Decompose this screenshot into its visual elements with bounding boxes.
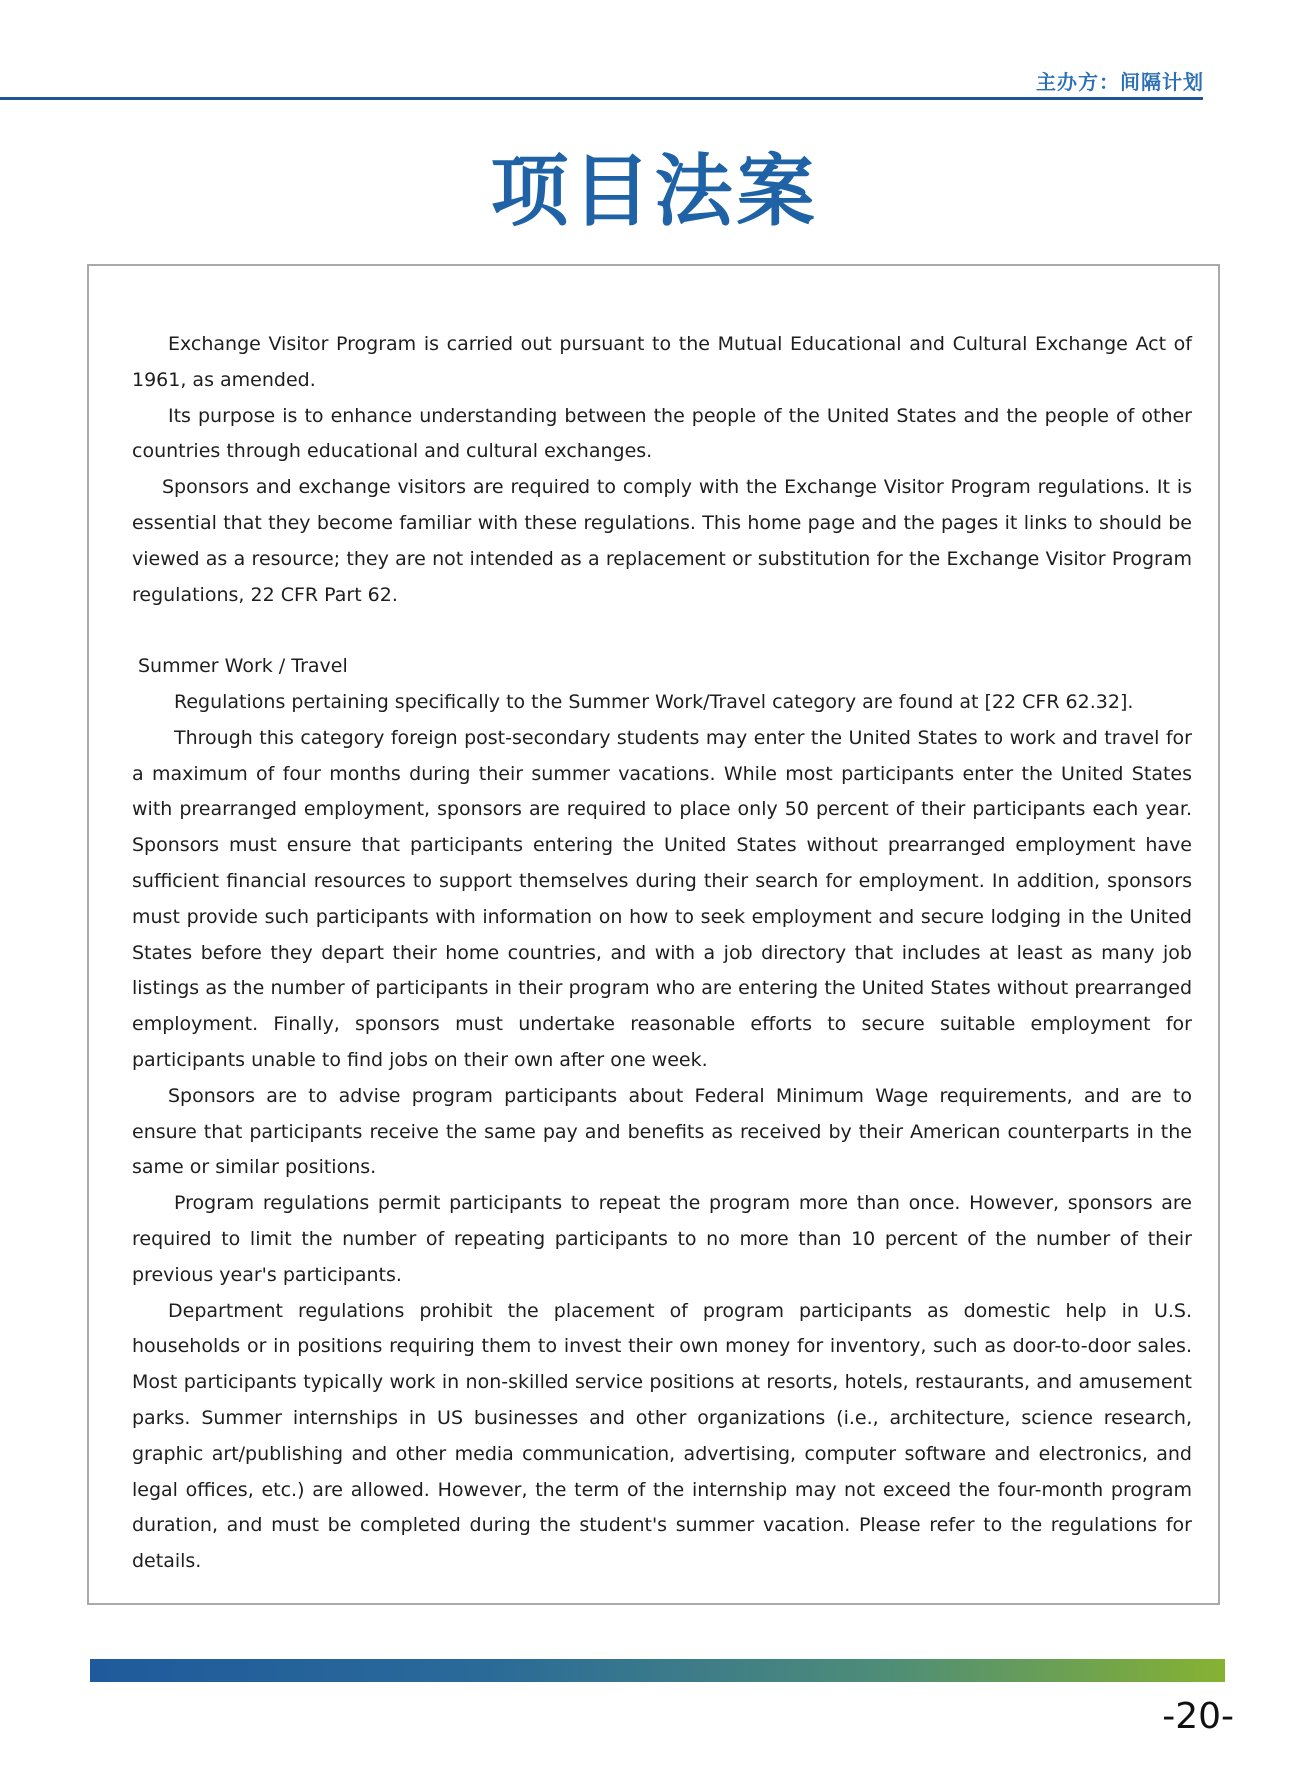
section-paragraph-1: Regulations pertaining specifically to the Summer Work/Travel category are found at [22 CFR 62.32]. [174, 690, 1134, 713]
section-heading: Summer Work / Travel [138, 655, 348, 678]
header-divider [0, 97, 1203, 100]
section-paragraph-3: Sponsors are to advise program participants about Federal Minimum Wage requirements, and are to ensure that participants receive the same pay and benefits as received by their American counterparts in the same or similar positions. [132, 1084, 1192, 1179]
section-paragraph-5: Department regulations prohibit the placement of program participants as domestic help in U.S. households or in positions requiring them to invest their own money for inventory, such as door-to-door sales. Most participants typically work in non-skilled service positions at resorts, hotels, restaurants, and amusement parks. Summer internships in US businesses and other organizations (i.e., architecture, science research, graphic art/publishing and other media communication, advertising, computer software and electronics, and legal offices, etc.) are allowed. However, the term of the internship may not exceed the four-month program duration, and must be completed during the student's summer vacation. Please refer to the regulations for details. [132, 1299, 1192, 1573]
footer-gradient-bar [90, 1659, 1225, 1682]
content-box [87, 264, 1220, 1605]
intro-paragraph-1: Exchange Visitor Program is carried out pursuant to the Mutual Educational and Cultural Exchange Act of 1961, as amended. [132, 333, 1192, 391]
page-title: 项目法案 [490, 147, 819, 237]
intro-paragraph-2: Its purpose is to enhance understanding between the people of the United States and the people of other countries through educational and cultural exchanges. [132, 404, 1192, 463]
section-paragraph-2: Through this category foreign post-secondary students may enter the United States to work and travel for a maximum of four months during their summer vacations. While most participants enter the United States with prearranged employment, sponsors are required to place only 50 percent of their participants each year. Sponsors must ensure that participants entering the United States without prearranged employment have sufficient financial resources to support themselves during their search for employment. In addition, sponsors must provide such participants with information on how to seek employment and secure lodging in the United States before they depart their home countries, and with a job directory that includes at least as many job listings as the number of participants in their program who are entering the United States without prearranged employment. Finally, sponsors must undertake reasonable efforts to secure suitable employment for participants unable to find jobs on their own after one week. [132, 726, 1192, 1071]
sponsor-label: 主办方：间隔计划 [1036, 70, 1204, 94]
section-paragraph-4: Program regulations permit participants to repeat the program more than once. However, sponsors are required to limit the number of repeating participants to no more than 10 percent of the number of their previous year's participants. [132, 1192, 1192, 1286]
intro-paragraph-3: Sponsors and exchange visitors are required to comply with the Exchange Visitor Program regulations. It is essential that they become familiar with these regulations. This home page and the pages it links to should be viewed as a resource; they are not intended as a replacement or substitution for the Exchange Visitor Program regulations, 22 CFR Part 62. [132, 476, 1192, 606]
body-text [132, 327, 1192, 1580]
page-number: -20- [1162, 1696, 1234, 1737]
